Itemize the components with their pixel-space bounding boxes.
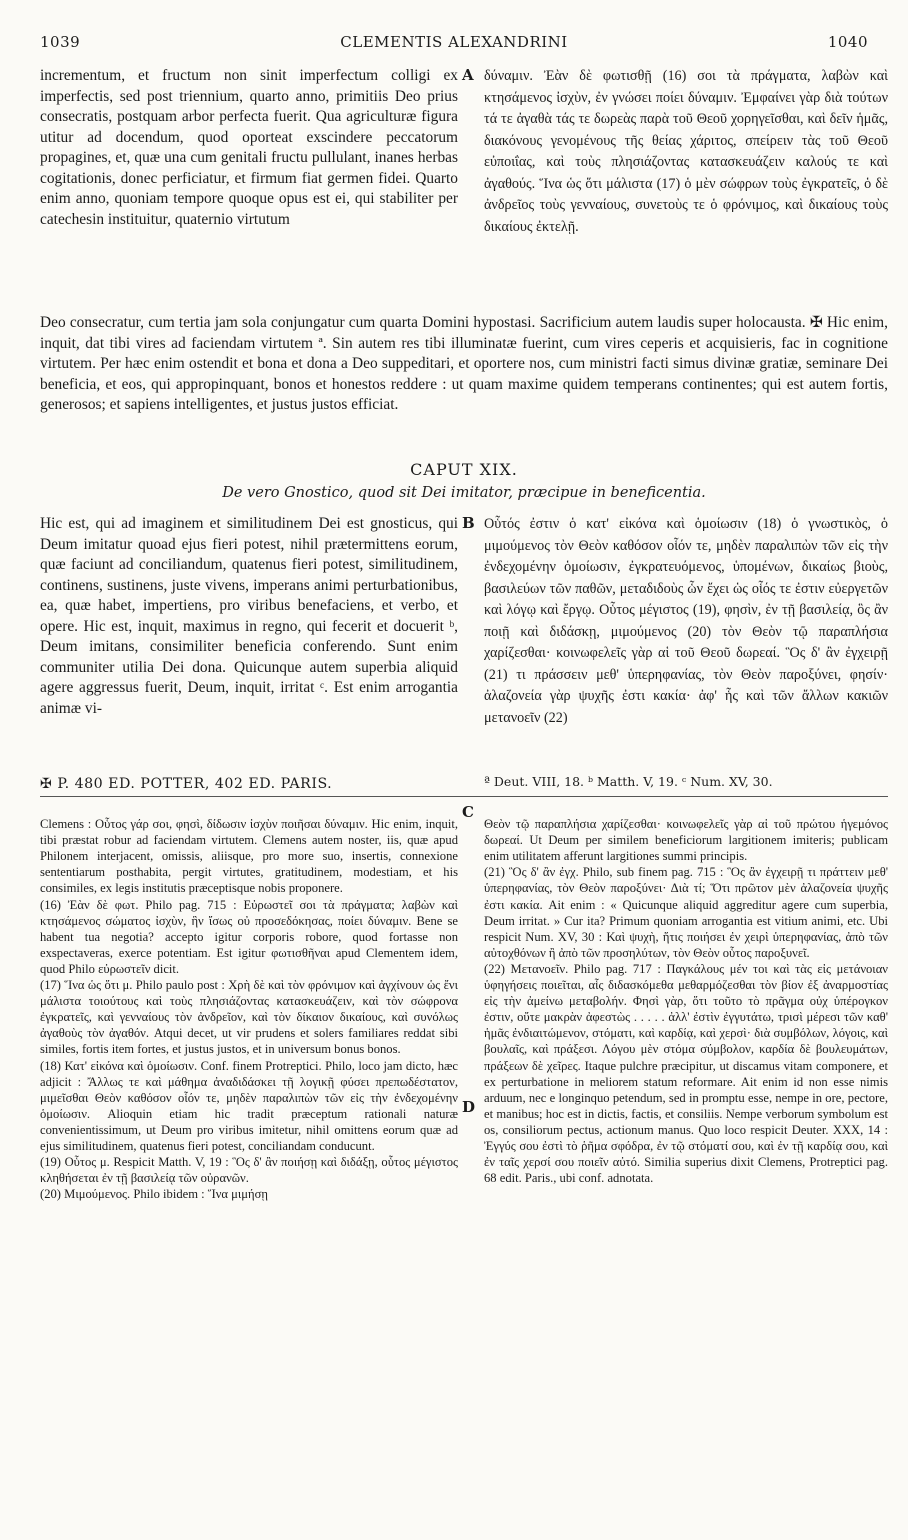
notes-left-text: Clemens : Οὗτος γάρ σοι, φησὶ, δίδωσιν ἰσχὺν ποιῆσαι δύναμιν. Hic enim, inquit, tibi præstat robur ad faciendam virtutem. Clemens autem noster, iis, quæ apud Philonem interjacent, omissis, aliisque, pro more suo, insertis, connexione sententiarum posthabita, pergit virtutes, gratitudinem, modestiam, et his consimiles, ex legis institutis præceptisque nobis proponere. (16) Ἐὰν δὲ φωτ. Philo pag. 715 : Εὐρωστεῖ σοι τὰ πράγματα; λαβὼν καὶ κτησάμενος σώματος ἰσχὺν, ἣν ἴσως οὐ προσεδόκησας, ποίει δύναμιν. Bene se habent tua negotia? accepto igitur corporis robore, quod fortasse non exspectaveras, exerce potentiam. Est igitur φωτισθῆναι apud Clementem idem, quod Philo εὐρωστεῖν dicit. (17) Ἵνα ὡς ὅτι μ. Philo paulo post : Χρὴ δὲ καὶ τὸν φρόνιμον καὶ ἀγχίνουν ὡς ἔνι μάλιστα τοιούτους καὶ τοὺς πλησιάζοντας κατασκευάζειν, καὶ τὸν σώφρονα ἐγκρατεῖς, καὶ γενναίους τὸν ἀνδρεῖον, καὶ τὸν δίκαιον δικαίους, καὶ συνόλως ἀγαθοὺς τὸν ἀγαθόν. Atqui decet, ut vir prudens et solers familiares reddat sibi similes, fortis item fortes, et justus justos, et in universum bonus bonos. (18) Κατ' εἰκόνα καὶ ὁμοίωσιν. Conf. finem Protreptici. Philo, loco jam dicto, hæc adjicit : Ἄλλως τε καὶ μάθημα ἀναδιδάσκει τῇ λογικῇ φύσει πρεπωδέστατον, μιμεῖσθαι Θεὸν καθόσον οἷόν τε, μηδὲν παραλιπὼν τῶν εἰς τὴν ἐνδεχομένην ὁμοίωσιν. Alioquin etiam hic tradit præceptum rationali naturæ convenientissimum, ut Deum pro viribus imitetur, nihil omittens eorum quæ ad ejus similitudinem, quatenus fieri potest, conciliandam conducunt. (19) Οὗτος μ. Respicit Matth. V, 19 : Ὃς δ' ἂν ποιήσῃ καὶ διδάξῃ, οὗτος μέγιστος κληθήσεται ἐν τῇ βασιλείᾳ τῶν οὐρανῶν. (20) Μιμούμενος. Philo ibidem : Ἵνα μιμήσῃ — [40, 817, 458, 1202]
margin-marker-d: D — [462, 1098, 476, 1116]
page-number-right: 1040 — [827, 33, 868, 51]
body-greek-text: Οὗτός ἐστιν ὁ κατ' εἰκόνα καὶ ὁμοίωσιν (18) ὁ γνωστικὸς, ὁ μιμούμενος τὸν Θεὸν καθόσον οἷόν τε, μηδὲν παραλιπὼν τῶν εἰς τὴν ἐνδεχομένην ὁμοίωσιν, ἐγκρατευόμενος, ὑπομένων, δικαίως βιοὺς, βασιλεύων τῶν παθῶν, μεταδιδοὺς ὧν ἔχει ὡς οἷός τε ἐστιν εὐεργετῶν καὶ λόγῳ καὶ ἔργῳ. Οὗτος μέγιστος (19), φησὶν, ἐν τῇ βασιλείᾳ, ὃς ἂν ποιῇ καὶ διδάσκῃ, μιμούμενος (20) τὸν Θεὸν τῷ παραπλήσια χαρίζεσθαι· κοινωφελεῖς γὰρ αἱ τοῦ Θεοῦ δωρεαί. Ὃς δ' ἂν ἐγχειρῇ (21) τι πράσσειν μεθ' ὑπερηφανίας, τὸν Θεὸν παροξύνει, φησίν· ἀλαζονεία γὰρ ψυχῆς ἐστι κακία· ἀφ' ἧς καὶ τῶν ἄλλων κακιῶν μετανοεῖν (22) — [484, 516, 888, 726]
top-full-width-text — [40, 313, 888, 416]
margin-marker-b: B — [462, 514, 475, 532]
edition-marker: ✠ P. 480 ED. POTTER, 402 ED. PARIS. — [40, 776, 333, 792]
top-greek-text: δύναμιν. Ἐὰν δὲ φωτισθῇ (16) σοι τὰ πράγματα, λαβὼν καὶ κτησάμενος ἰσχὺν, ἐν γνώσει ποίει δύναμιν. Ἐμφαίνει γὰρ διὰ τούτων τά τε ἀγαθὰ τάς τε δωρεὰς παρὰ τοῦ Θεοῦ χορηγεῖσθαι, καὶ δεῖν ἡμᾶς, διακόνους γενομένους τῆς θείας χάριτος, σπείρειν τὰς τοῦ Θεοῦ εὐποιΐας, καὶ τοὺς πλησιάζοντας κατασκευάζειν καλούς τε καὶ ἀγαθούς. Ἵνα ὡς ὅτι μάλιστα (17) ὁ μὲν σώφρων τοὺς ἐγκρατεῖς, ὁ δὲ ἀνδρεῖος τοὺς γενναίους, συνετοὺς τε ὁ φρόνιμος, καὶ δικαίους τοὺς δικαίους ἐκτελῇ. — [484, 68, 888, 235]
top-greek-column — [484, 66, 888, 238]
margin-marker-c: C — [462, 803, 474, 821]
body-latin-column — [40, 514, 458, 719]
margin-marker-a: A — [462, 66, 474, 84]
scripture-references: ª Deut. VIII, 18. ᵇ Matth. V, 19. ᶜ Num. XV, 30. — [484, 774, 773, 789]
body-latin-text: Hic est, qui ad imaginem et similitudinem Dei est gnosticus, qui Deum imitatur quoad ejus fieri potest, nihil prætermittens eorum, quæ faciunt ad conciliandum, quatenus fieri potest, similitudinem, continens, sustinens, juste vivens, imperans animi perturbationibus, ea, quæ habet, impertiens, pro viribus benefaciens, et verbo, et opere. Hic est, inquit, maximus in regno, qui fecerit et docuerit ᵇ, Deum imitans, consimiliter beneficia conferendo. Sunt enim communiter utilia Dei dona. Quicunque autem superbia aliquid agere aggressus fuerit, Deum, inquit, irritat ᶜ. Est enim arrogantia animæ vi- — [40, 515, 458, 717]
notes-right-column — [484, 800, 888, 1202]
top-latin-column — [40, 66, 458, 230]
page-number-left: 1039 — [40, 33, 81, 51]
running-title: CLEMENTIS ALEXANDRINI — [340, 33, 568, 51]
top-latin-text: incrementum, et fructum non sinit imperfectum colligi ex imperfectis, sed post triennium, quarto anno, primitiis Deo prius consecratis, postquam arbor perfecta fuerit. Qua agriculturæ figura utitur ad docendum, quod oporteat exscindere peccatorum propagines, et, quæ una cum genitali fructu pullulant, inanes herbas cogitationis, donec perficiatur, et firmum fiat germen fidei. Quarto enim anno, quoniam tempore quoque opus est ei, qui stabiliter per catechesin instituitur, quaternio virtutum — [40, 67, 458, 228]
chapter-subtitle: De vero Gnostico, quod sit Dei imitator, præcipue in beneficentia. — [222, 485, 706, 501]
notes-divider — [40, 796, 888, 797]
page-header — [40, 33, 868, 57]
body-greek-column — [484, 514, 888, 729]
top-full-text: Deo consecratur, cum tertia jam sola conjungatur cum quarta Domini hypostasi. Sacrificium autem laudis super holocausta. ✠ Hic enim, inquit, dat tibi vires ad faciendam virtutem ª. Sin autem res tibi illuminatæ fuerint, cum vires ceperis et acquisieris, fac in cognitione virtutem. Per hæc enim ostendit et bona et dona a Deo suppeditari, et oportere nos, cum ministri facti simus divinæ gratiæ, seminare Dei beneficia, et eos, qui appropinquant, bonos et honestos reddere : ut quam maxime quidem temperans continentes; qui est autem fortis, generosos; et sapiens intelligentes, et justus justos efficiat. — [40, 314, 888, 413]
notes-right-text: Θεὸν τῷ παραπλήσια χαρίζεσθαι· κοινωφελεῖς γὰρ αἱ τοῦ πρώτου ἡγεμόνος δωρεαί. Ut Deum per similem beneficiorum largitionem imiteris; publicam enim utilitatem afferunt largitiones summi principis. (21) Ὃς δ' ἂν ἐγχ. Philo, sub finem pag. 715 : Ὃς ἂν ἐγχειρῇ τι πράττειν μεθ' ὑπερηφανίας, τὸν Θεὸν παροξύνει· Διὰ τί; Ὅτι πρῶτον μὲν ἀλαζονεία ψυχῆς ἐστι κακία. Ait enim : « Quicunque aliquid aggreditur agere cum superbia, Deum irritat. » Cur ita? Primum quoniam arrogantia est vitium animi, etc. Ubi respicit Num. XV, 30 : Καὶ ψυχὴ, ἥτις ποιήσει ἐν χειρὶ ὑπερηφανίας, ἀπὸ τῶν αὐτοχθόνων ἢ ἀπὸ τῶν προσηλύτων, τὸν Θεὸν οὗτος παροξυνεῖ. (22) Μετανοεῖν. Philo pag. 717 : Παγκάλους μέν τοι καὶ τὰς εἰς μετάνοιαν ὑφηγήσεις ποιεῖται, αἷς διδασκόμεθα μεθαρμόζεσθαι τὸν βίον ἐξ ἀναρμοστίας εἰς τὴν ἀμείνω μεταβολήν. Φησὶ γὰρ, ὅτι τοῦτο τὸ πρᾶγμα οὐχ ὑπέρογκον ἐστιν, οὔτε μακρὰν ἀφεστὼς . . . . . ἀλλ' ἐστὶν ἐγγυτάτω, τρισὶ μέρεσι τῶν καθ' ἡμᾶς ἐνδιαιτώμενον, στόματι, καὶ καρδίᾳ, καὶ χερσὶ· διὰ συμβόλων, λόγοις, καὶ βουλαῖς, καὶ πράξεσι. Λόγου μὲν στόμα σύμβολον, καρδία δὲ βουλευμάτων, πράξεων δὲ χεῖρες. Itaque pulchre præcipitur, ut discamus vitam componere, et ex perturbatione in meliorem statum reformare. Ait enim id non esse nimis arduum, nec e longinquo petendum, sed in promptu esse, nempe in ore, pectore, et manibus; hoc est in dictis, factis, et consiliis. Nempe verborum symbolum est os, consiliorum pectus, actionum manus. Quo loco respicit Deuter. XXX, 14 : Ἐγγύς σου ἐστὶ τὸ ῥῆμα σφόδρα, ἐν τῷ στόματί σου, καὶ ἐν τῇ καρδίᾳ σου, καὶ ἐν ταῖς χερσί σου ποιεῖν αὐτό. Similia superius dixit Clemens, Protreptici pag. 68 edit. Paris., ubi conf. adnotata. — [484, 817, 888, 1186]
notes-left-column — [40, 800, 458, 1218]
chapter-heading: CAPUT XIX. — [410, 460, 518, 479]
